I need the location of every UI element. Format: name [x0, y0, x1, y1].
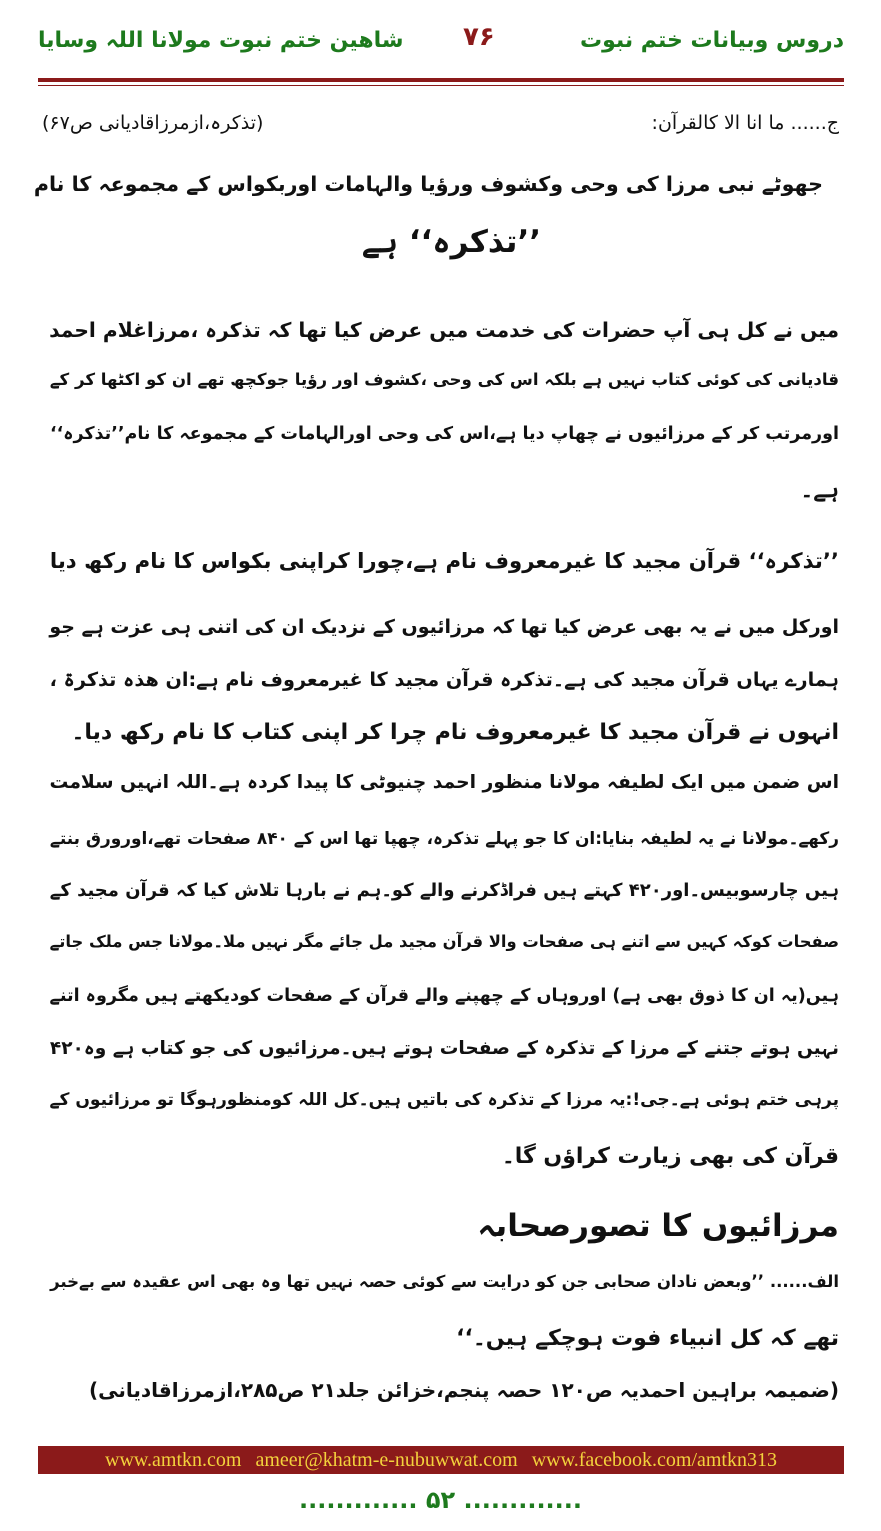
- para-2-line-1: اورکل میں نے یہ بھی عرض کیا تھا کہ مرزائیوں کے نزدیک ان کی اتنی ہی عزت ہے جو: [49, 616, 839, 638]
- reference-quote: ج...... ما انا الا کالقرآن:: [651, 112, 839, 134]
- para-2-line-2: ہمارے یہاں قرآن مجید کی ہے۔تذکرہ قرآن مجید کا غیرمعروف نام ہے:ان ھذہ تذکرۃ ،: [49, 668, 839, 691]
- author-name: شاهین ختم نبوت مولانا اللہ وسایا: [38, 28, 404, 53]
- para-4-line-2: تھے کہ کل انبیاء فوت ہوچکے ہیں۔‘‘: [456, 1326, 839, 1351]
- para-3-line-4: صفحات کوکہ کہیں سے اتنے ہی صفحات والا قرآن مجید مل جائے مگر نہیں ملا۔مولانا جس ملک جاتے: [49, 932, 839, 951]
- para-1-line-3: اورمرتب کر کے مرزائیوں نے چھاپ دیا ہے،اس کی وحی اورالہامات کے مجموعہ کا نام’’تذکرہ‘‘: [49, 424, 839, 444]
- heading-1-line-1: جھوٹے نبی مرزا کی وحی وکشوف ورؤیا والہامات اوربکواس کے مجموعہ کا نام: [33, 172, 823, 196]
- para-3-line-2: رکھے۔مولانا نے یہ لطیفہ بنایا:ان کا جو پہلے تذکرہ، چھپا تھا اس کے ۸۴۰ صفحات تھے،اورورق بنتے: [49, 828, 839, 848]
- para-3-line-6: نہیں ہوتے جتنے کے مرزا کے تذکرہ کے صفحات ہوتے ہیں۔مرزائیوں کی جو کتاب ہے وہ۴۲۰: [49, 1038, 839, 1059]
- footer-website-link[interactable]: www.amtkn.com: [105, 1448, 242, 1471]
- para-1-line-4: ہے۔: [800, 478, 839, 503]
- reference-source: (تذکرہ،ازمرزاقادیانی ص۶۷): [42, 112, 264, 134]
- heading-1-line-2: ’’تذکرہ‘‘ ہے: [361, 224, 541, 260]
- para-2-line-3: انہوں نے قرآن مجید کا غیرمعروف نام چرا کر اپنی کتاب کا نام رکھ دیا۔: [71, 720, 839, 745]
- footer-email-link[interactable]: ameer@khatm-e-nubuwwat.com: [255, 1448, 518, 1471]
- para-3-line-1: اس ضمن میں ایک لطیفہ مولانا منظور احمد چنیوٹی کا پیدا کردہ ہے۔اللہ انہیں سلامت: [49, 772, 839, 793]
- footer-bar: [38, 1446, 844, 1474]
- page-header: [38, 18, 844, 66]
- para-4-line-1: الف...... ’’وبعض نادان صحابی جن کو درایت سے کوئی حصہ نہیں تھا وہ بھی اس عقیدہ سے بےخبر: [50, 1272, 839, 1291]
- para-3-line-8: قرآن کی بھی زیارت کراؤں گا۔: [501, 1144, 839, 1169]
- header-rule-thick: [38, 78, 844, 82]
- heading-3: مرزائیوں کا تصورصحابہ: [477, 1208, 839, 1244]
- footer-facebook-link[interactable]: www.facebook.com/amtkn313: [531, 1448, 777, 1471]
- para-3-line-3: ہیں چارسوبیس۔اور۴۲۰ کہتے ہیں فراڈکرنے والے کو۔ہم نے بارہا تلاش کیا کہ قرآن مجید کے: [49, 880, 839, 901]
- para-3-line-7: پرہی ختم ہوئی ہے۔جی!:یہ مرزا کے تذکرہ کی باتیں ہیں۔کل اللہ کومنظورہوگا تو مرزائیوں کے: [49, 1090, 839, 1110]
- para-1-line-2: قادیانی کی کوئی کتاب نہیں ہے بلکہ اس کی وحی ،کشوف اور رؤیا جوکچھ تھے ان کو اکٹھا کر کے: [49, 370, 839, 389]
- book-title: دروس وبیانات ختم نبوت: [580, 28, 844, 53]
- para-1-line-1: میں نے کل ہی آپ حضرات کی خدمت میں عرض کیا تھا کہ تذکرہ ،مرزاغلام احمد: [49, 318, 839, 342]
- header-page-mark: ۷۶: [463, 22, 495, 52]
- page-number: ............. ۵۲ .............: [298, 1486, 583, 1514]
- header-rule-thin: [38, 85, 844, 86]
- para-3-line-5: ہیں(یہ ان کا ذوق بھی ہے) اوروہاں کے چھپنے والے قرآن کے صفحات کودیکھتے ہیں مگروہ اتنے: [49, 986, 839, 1006]
- heading-2: ’’تذکرہ‘‘ قرآن مجید کا غیرمعروف نام ہے،چورا کراپنی بکواس کا نام رکھ دیا: [49, 549, 839, 574]
- citation: (ضمیمہ براہین احمدیہ ص۱۲۰ حصہ پنجم،خزائن جلد۲۱ ص۲۸۵،ازمرزاقادیانی): [88, 1378, 839, 1402]
